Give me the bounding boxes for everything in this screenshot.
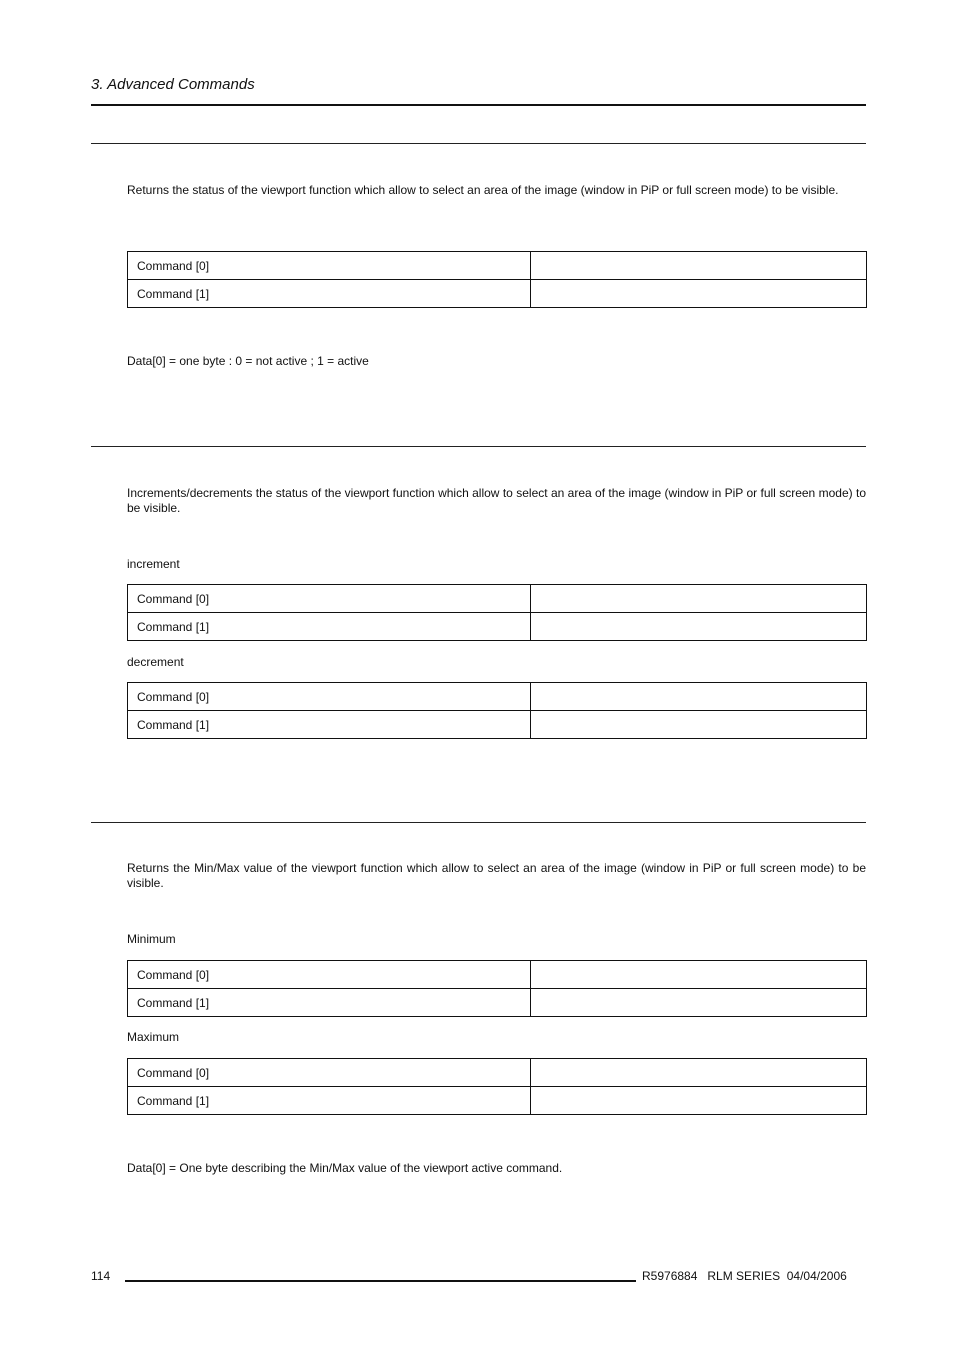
table-cell (531, 961, 867, 989)
table-cell: Command [0] (128, 683, 531, 711)
table-cell (531, 711, 867, 739)
table-cell: Command [0] (128, 585, 531, 613)
command-table (127, 251, 867, 308)
maximum-label: Maximum (127, 1030, 180, 1044)
maximum-command-table (127, 1058, 867, 1115)
table-row (128, 683, 867, 711)
chapter-title: 3. Advanced Commands (91, 76, 255, 93)
table-cell (531, 1087, 867, 1115)
data-note: Data[0] = one byte : 0 = not active ; 1 = active (127, 354, 369, 368)
minimum-command-table (127, 960, 867, 1017)
table-cell: Command [1] (128, 711, 531, 739)
table-cell: Command [1] (128, 1087, 531, 1115)
section-description: Returns the Min/Max value of the viewport function which allow to select an area of the image (window in PiP or full screen mode) to be visible. (127, 861, 866, 890)
table-cell (531, 683, 867, 711)
table-row (128, 711, 867, 739)
table-cell (531, 1059, 867, 1087)
table-cell: Command [1] (128, 280, 531, 308)
table-row (128, 1059, 867, 1087)
table-cell: Command [0] (128, 252, 531, 280)
minimum-label: Minimum (127, 932, 176, 946)
table-row (128, 280, 867, 308)
table-cell (531, 252, 867, 280)
table-cell: Command [0] (128, 1059, 531, 1087)
section-description: Returns the status of the viewport function which allow to select an area of the image (window in PiP or full screen mode) to be visible. (127, 183, 839, 197)
increment-command-table (127, 584, 867, 641)
table-cell (531, 989, 867, 1017)
table-row (128, 585, 867, 613)
table-row (128, 613, 867, 641)
section-divider (91, 143, 866, 144)
document-info: R5976884 RLM SERIES 04/04/2006 (642, 1269, 847, 1283)
footer-rule (125, 1280, 636, 1282)
decrement-label: decrement (127, 655, 184, 669)
increment-label: increment (127, 557, 180, 571)
decrement-command-table (127, 682, 867, 739)
table-cell (531, 585, 867, 613)
table-cell: Command [0] (128, 961, 531, 989)
table-cell (531, 280, 867, 308)
table-row (128, 252, 867, 280)
table-row (128, 989, 867, 1017)
header-rule (91, 104, 866, 106)
page-number: 114 (91, 1269, 111, 1283)
table-row (128, 1087, 867, 1115)
section-divider (91, 822, 866, 823)
data-note: Data[0] = One byte describing the Min/Max value of the viewport active command. (127, 1161, 563, 1175)
section-divider (91, 446, 866, 447)
table-row (128, 961, 867, 989)
section-description: Increments/decrements the status of the viewport function which allow to select an area of the image (window in PiP or full screen mode) to be visible. (127, 486, 866, 515)
table-cell: Command [1] (128, 989, 531, 1017)
table-cell (531, 613, 867, 641)
table-cell: Command [1] (128, 613, 531, 641)
